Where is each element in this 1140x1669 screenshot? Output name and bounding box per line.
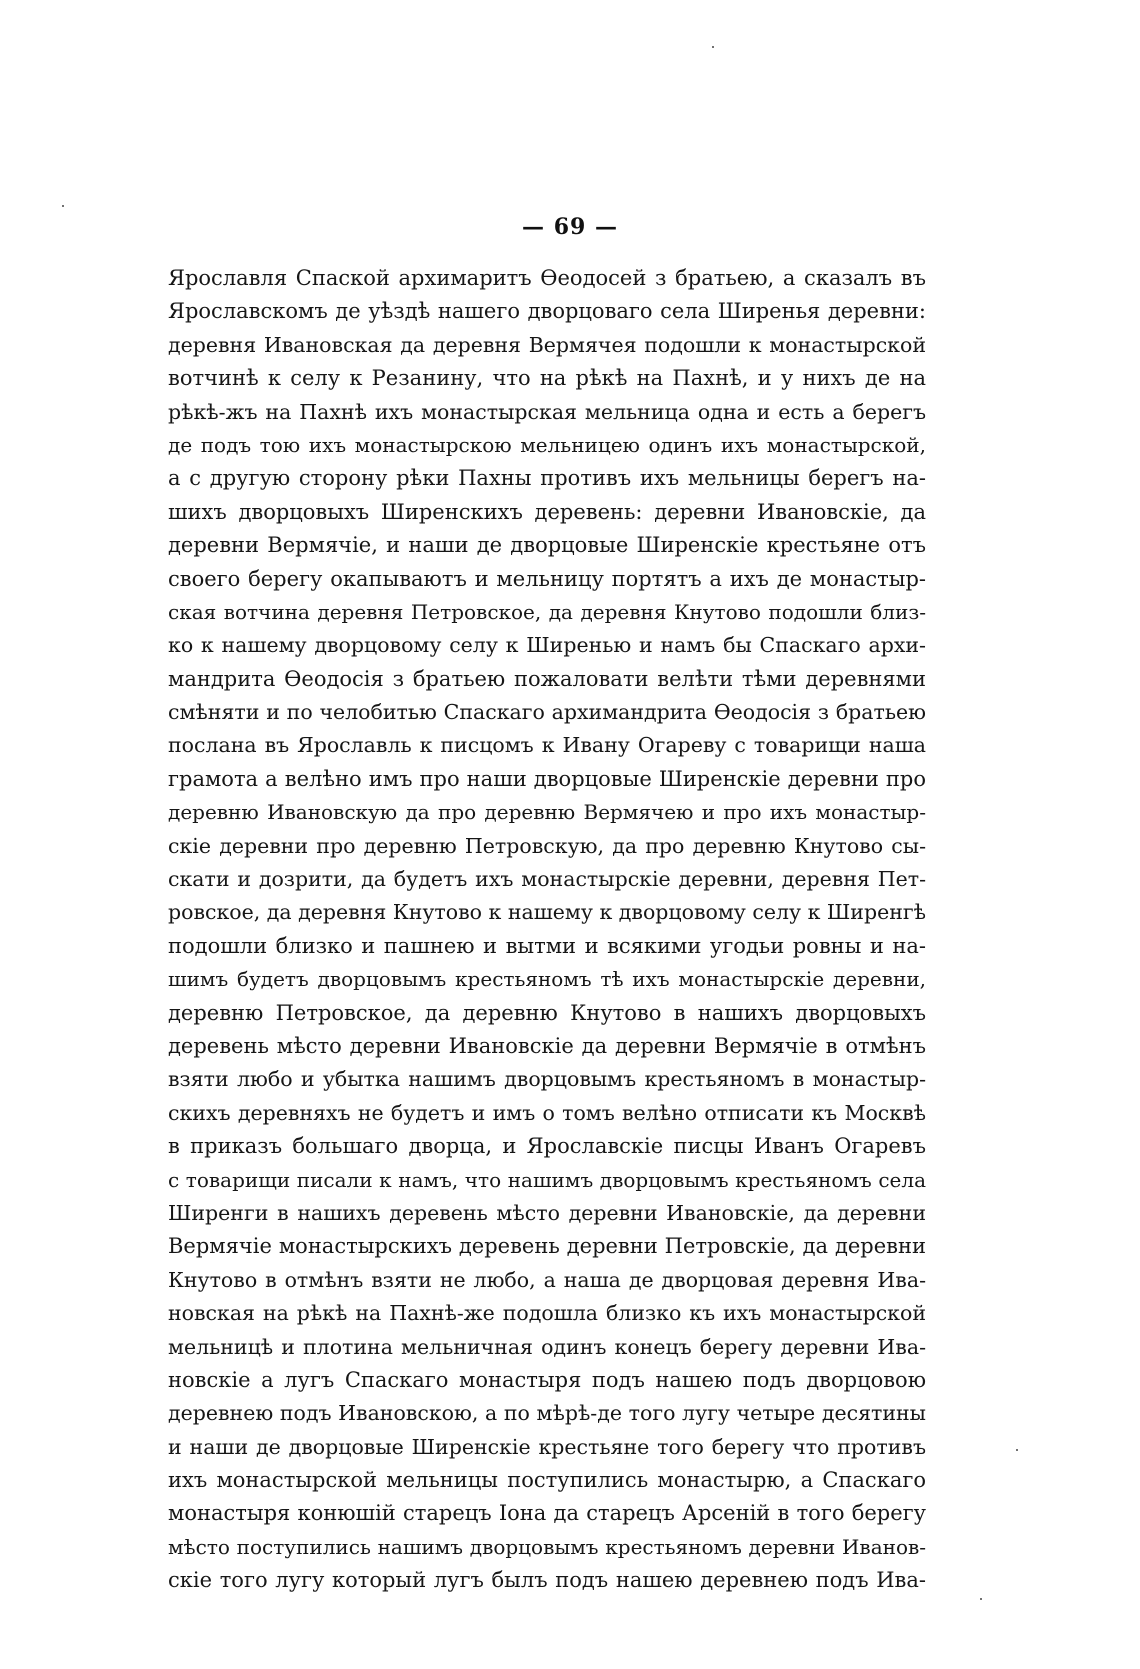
text-line: Ярославля Спаской архимаритъ Ѳеодосей з братьею, а сказалъ въ xyxy=(168,266,926,290)
text-line: мѣсто поступились нашимъ дворцовымъ крестьяномъ деревни Иванов- xyxy=(168,1534,926,1559)
text-line: скати и дозрити, да будетъ ихъ монастырскіе деревни, деревня Пет- xyxy=(168,867,926,892)
text-line: мандрита Ѳеодосія з братьею пожаловати велѣти тѣми деревнями xyxy=(168,666,926,691)
text-line: деревня Ивановская да деревня Вермячея подошли к монастырской xyxy=(168,332,926,357)
text-line: шихъ дворцовыхъ Ширенскихъ деревень: деревни Ивановскіе, да xyxy=(168,499,926,524)
text-line: скіе того лугу который лугъ былъ подъ нашею деревнею подъ Ива- xyxy=(168,1568,926,1593)
text-line: ихъ монастырской мельницы поступились монастырю, а Спаскаго xyxy=(168,1468,926,1493)
text-line: деревень мѣсто деревни Ивановскіе да деревни Вермячіе в отмѣнъ xyxy=(168,1033,926,1058)
text-line: своего берегу окапываютъ и мельницу портятъ а ихъ де монастыр- xyxy=(168,566,926,591)
text-line: новскіе а лугъ Спаскаго монастыря подъ нашею подъ дворцовою xyxy=(168,1367,926,1392)
text-line: рѣкѣ-жъ на Пахнѣ ихъ монастырская мельница одна и есть а берегъ xyxy=(168,399,926,424)
scan-speck xyxy=(1016,1449,1018,1451)
text-line: Ширенги в нашихъ деревень мѣсто деревни Ивановскіе, да деревни xyxy=(168,1200,926,1225)
text-line: а с другую сторону рѣки Пахны противъ ихъ мельницы берегъ на- xyxy=(168,466,926,491)
text-line: деревни Вермячіе, и наши де дворцовые Ширенскіе крестьяне отъ xyxy=(168,533,926,558)
text-line: новская на рѣкѣ на Пахнѣ-же подошла близко къ ихъ монастырской xyxy=(168,1301,926,1326)
text-line: деревню Ивановскую да про деревню Вермячею и про ихъ монастыр- xyxy=(168,800,926,825)
text-line: деревнею подъ Ивановскою, а по мѣрѣ-де того лугу четыре десятины xyxy=(168,1401,926,1426)
text-line: подошли близко и пашнею и вытми и всякими угодьи ровны и на- xyxy=(168,933,926,958)
scan-speck xyxy=(980,1598,982,1600)
text-line: с товарищи писали к намъ, что нашимъ дворцовымъ крестьяномъ села xyxy=(168,1167,926,1192)
text-line: ровское, да деревня Кнутово к нашему к дворцовому селу к Ширенгѣ xyxy=(168,900,926,925)
text-line: в приказъ большаго дворца, и Ярославскіе писцы Иванъ Огаревъ xyxy=(168,1134,926,1159)
text-line: и наши де дворцовые Ширенскіе крестьяне того берегу что противъ xyxy=(168,1434,926,1459)
text-line: шимъ будетъ дворцовымъ крестьяномъ тѣ ихъ монастырскіе деревни, xyxy=(168,967,926,992)
text-line: скіе деревни про деревню Петровскую, да про деревню Кнутово сы- xyxy=(168,833,926,858)
text-line: грамота а велѣно имъ про наши дворцовые Ширенскіе деревни про xyxy=(168,766,926,791)
scan-speck xyxy=(712,46,714,48)
text-line: взяти любо и убытка нашимъ дворцовымъ крестьяномъ в монастыр- xyxy=(168,1067,926,1092)
text-line: вотчинѣ к селу к Резанину, что на рѣкѣ на Пахнѣ, и у нихъ де на xyxy=(168,366,926,391)
text-line: Кнутово в отмѣнъ взяти не любо, а наша де дворцовая деревня Ива- xyxy=(168,1267,926,1292)
text-line: Вермячіе монастырскихъ деревень деревни Петровскіе, да деревни xyxy=(168,1234,926,1259)
text-line: ко к нашему дворцовому селу к Ширенью и намъ бы Спаскаго архи- xyxy=(168,633,926,658)
text-line: послана въ Ярославль к писцомъ к Ивану Огареву с товарищи наша xyxy=(168,733,926,758)
text-line: Ярославскомъ де уѣздѣ нашего дворцоваго села Ширенья деревни: xyxy=(168,299,926,324)
page-number: — 69 — xyxy=(522,214,618,240)
text-line: скихъ деревняхъ не будетъ и имъ о томъ велѣно отписати къ Москвѣ xyxy=(168,1100,926,1125)
body-text xyxy=(168,262,926,1598)
text-line: мельницѣ и плотина мельничная одинъ конецъ берегу деревни Ива- xyxy=(168,1334,926,1359)
text-line: де подъ тою ихъ монастырскою мельницею одинъ ихъ монастырской, xyxy=(168,432,926,457)
scan-speck xyxy=(62,205,64,207)
text-line: ская вотчина деревня Петровское, да деревня Кнутово подошли близ- xyxy=(168,599,926,624)
text-line: смѣняти и по челобитью Спаскаго архимандрита Ѳеодосія з братьею xyxy=(168,700,926,725)
text-line: деревню Петровское, да деревню Кнутово в нашихъ дворцовыхъ xyxy=(168,1000,926,1025)
text-line: монастыря конюшій старецъ Іона да старецъ Арсеній в того берегу xyxy=(168,1501,926,1526)
